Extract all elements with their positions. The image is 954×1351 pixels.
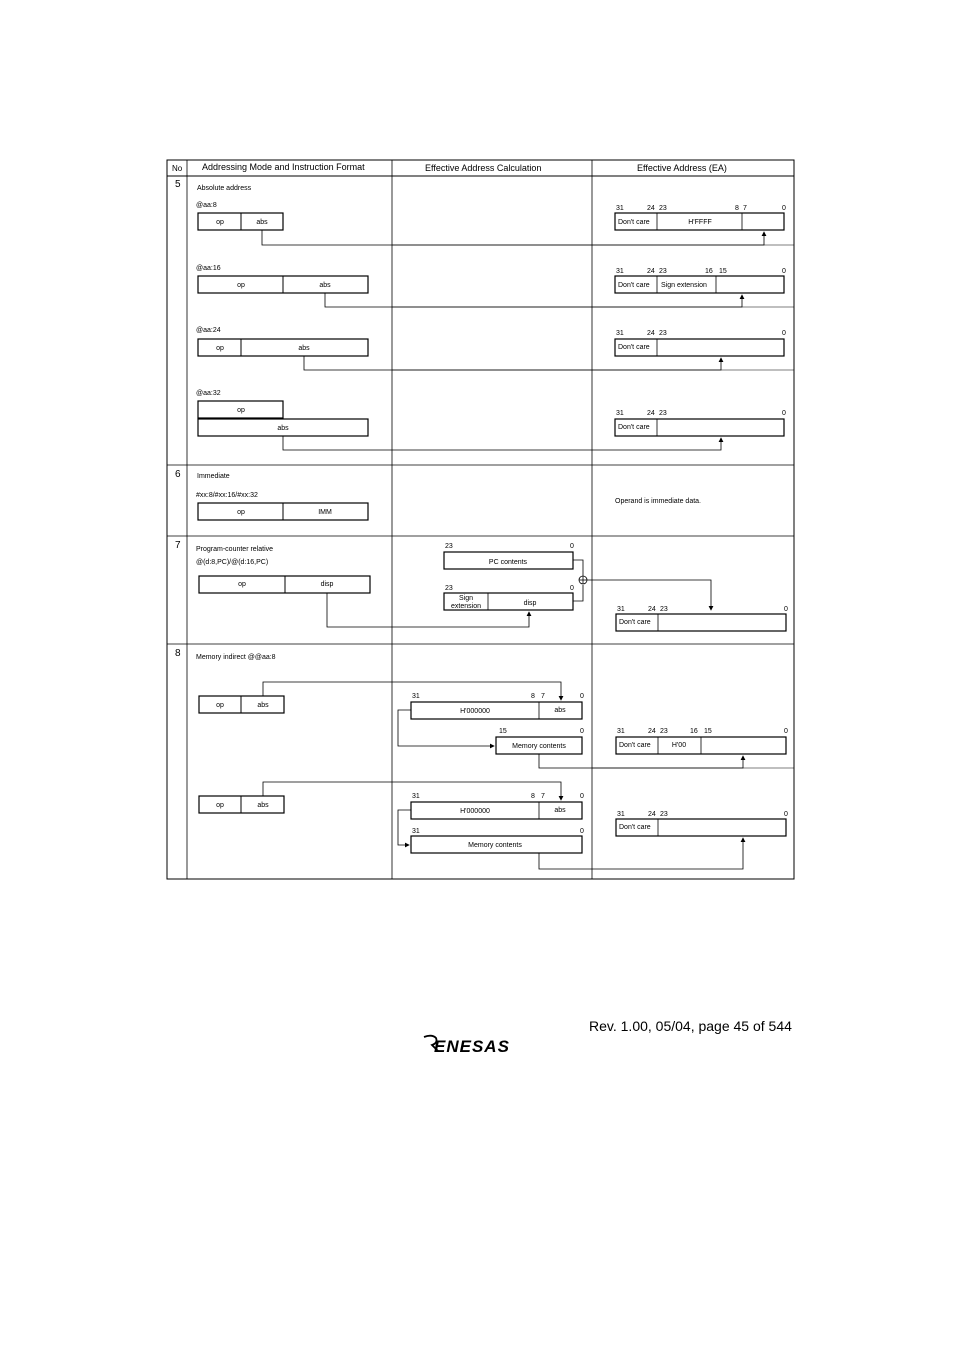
ea-dont-care: Don't care — [619, 824, 651, 831]
format-label: @aa:24 — [196, 327, 221, 334]
format-label: #xx:8/#xx:16/#xx:32 — [196, 492, 258, 499]
bit-label: 0 — [580, 828, 584, 835]
header-ea: Effective Address (EA) — [637, 163, 727, 173]
bit-label: 8 — [735, 205, 739, 212]
format-label: @aa:8 — [196, 202, 217, 209]
bit-label: 24 — [647, 268, 655, 275]
bit-label: 0 — [782, 330, 786, 337]
address-to-memory-arrow — [398, 710, 494, 746]
memory-contents: Memory contents — [512, 743, 566, 750]
bit-label: 7 — [541, 793, 545, 800]
bit-label: 23 — [659, 330, 667, 337]
bit-label: 23 — [659, 268, 667, 275]
row-7-pc-relative — [175, 540, 788, 631]
bit-label: 16 — [705, 268, 713, 275]
bit-label: 23 — [660, 811, 668, 818]
abs-value: abs — [554, 807, 566, 814]
format-label: @(d:8,PC)/@(d:16,PC) — [196, 559, 269, 566]
ea-dont-care: Don't care — [619, 619, 651, 626]
bit-label: 15 — [499, 728, 507, 735]
bit-label: 31 — [616, 268, 624, 275]
abs-field: abs — [256, 219, 268, 226]
ea-text: Operand is immediate data. — [615, 498, 701, 505]
row-8-memory-indirect — [175, 648, 788, 869]
bit-label: 24 — [647, 330, 655, 337]
ea-dont-care: Don't care — [618, 219, 650, 226]
disp-field: disp — [320, 581, 334, 588]
bit-label: 7 — [541, 693, 545, 700]
bit-label: 31 — [617, 811, 625, 818]
bit-label: 31 — [617, 606, 625, 613]
bit-label: 24 — [648, 728, 656, 735]
bit-label: 24 — [647, 410, 655, 417]
pc-contents: PC contents — [488, 559, 528, 566]
abs-to-ea-arrow — [262, 230, 764, 245]
abs-value: abs — [554, 707, 566, 714]
op-field: op — [216, 219, 224, 226]
bit-label: 31 — [412, 693, 420, 700]
memory-to-ea-arrow — [539, 754, 743, 768]
abs-field: abs — [298, 345, 310, 352]
op-field: op — [237, 407, 245, 414]
ea-dont-care: Don't care — [618, 282, 650, 289]
abs-field: abs — [277, 425, 289, 432]
svg-text:ENESAS: ENESAS — [434, 1037, 510, 1056]
abs-to-ea-arrow — [304, 356, 721, 370]
extension-label: extension — [451, 603, 481, 610]
header-calc: Effective Address Calculation — [425, 163, 542, 173]
op-field: op — [238, 581, 246, 588]
abs-to-ea-arrow — [325, 293, 742, 307]
abs-field: abs — [257, 702, 269, 709]
op-field: op — [216, 345, 224, 352]
bit-label: 7 — [743, 205, 747, 212]
format-label: @aa:32 — [196, 390, 221, 397]
bit-label: 0 — [782, 205, 786, 212]
header-mode: Addressing Mode and Instruction Format — [202, 162, 365, 172]
renesas-logo — [420, 1034, 544, 1056]
bit-label: 23 — [659, 410, 667, 417]
row-number: 8 — [175, 648, 181, 659]
h000000: H'000000 — [460, 808, 490, 815]
ea-dont-care: Don't care — [618, 424, 650, 431]
bit-label: 15 — [719, 268, 727, 275]
row-number: 7 — [175, 540, 181, 551]
bit-label: 0 — [580, 793, 584, 800]
abs-to-ea-arrow — [283, 436, 721, 450]
bit-label: 31 — [412, 828, 420, 835]
ea-dont-care: Don't care — [619, 742, 651, 749]
bit-label: 23 — [445, 585, 453, 592]
format-label: @aa:16 — [196, 265, 221, 272]
row-5-absolute-address — [175, 179, 786, 450]
bit-label: 24 — [648, 606, 656, 613]
bit-label: 31 — [412, 793, 420, 800]
disp-value: disp — [523, 600, 537, 607]
bit-label: 0 — [570, 585, 574, 592]
bit-label: 15 — [704, 728, 712, 735]
bit-label: 23 — [659, 205, 667, 212]
row-title: Immediate — [197, 473, 230, 480]
row-number: 6 — [175, 469, 181, 480]
memory-contents: Memory contents — [468, 842, 522, 849]
bit-label: 23 — [660, 728, 668, 735]
bit-label: 31 — [616, 205, 624, 212]
row-6-immediate — [175, 469, 701, 520]
ea-dont-care: Don't care — [618, 344, 650, 351]
op-field: op — [216, 802, 224, 809]
bit-label: 23 — [660, 606, 668, 613]
ea-hffff: H'FFFF — [688, 219, 712, 226]
page-footer: Rev. 1.00, 05/04, page 45 of 544 — [589, 1018, 792, 1034]
bit-label: 31 — [616, 330, 624, 337]
bit-label: 8 — [531, 693, 535, 700]
op-field: op — [216, 702, 224, 709]
row-title: Program-counter relative — [196, 546, 274, 553]
op-field: op — [237, 509, 245, 516]
sign-label: Sign — [458, 595, 474, 602]
ea-h00: H'00 — [671, 742, 687, 749]
bit-label: 0 — [782, 268, 786, 275]
op-field: op — [237, 282, 245, 289]
bit-label: 0 — [784, 606, 788, 613]
bit-label: 0 — [570, 543, 574, 550]
bit-label: 24 — [648, 811, 656, 818]
bit-label: 0 — [782, 410, 786, 417]
row-title: Memory indirect @@aa:8 — [196, 654, 276, 661]
abs-field: abs — [257, 802, 269, 809]
ea-sign-extension: Sign extension — [661, 282, 707, 289]
header-no: No — [172, 164, 183, 173]
bit-label: 8 — [531, 793, 535, 800]
row-number: 5 — [175, 179, 181, 190]
abs-field: abs — [319, 282, 331, 289]
bit-label: 0 — [580, 693, 584, 700]
bit-label: 24 — [647, 205, 655, 212]
bit-label: 31 — [616, 410, 624, 417]
bit-label: 0 — [784, 728, 788, 735]
row-title: Absolute address — [197, 185, 252, 192]
h000000: H'000000 — [460, 708, 490, 715]
bit-label: 0 — [580, 728, 584, 735]
bit-label: 16 — [690, 728, 698, 735]
bit-label: 0 — [784, 811, 788, 818]
address-to-memory-arrow — [398, 810, 411, 845]
imm-field: IMM — [318, 509, 332, 516]
bit-label: 23 — [445, 543, 453, 550]
bit-label: 31 — [617, 728, 625, 735]
